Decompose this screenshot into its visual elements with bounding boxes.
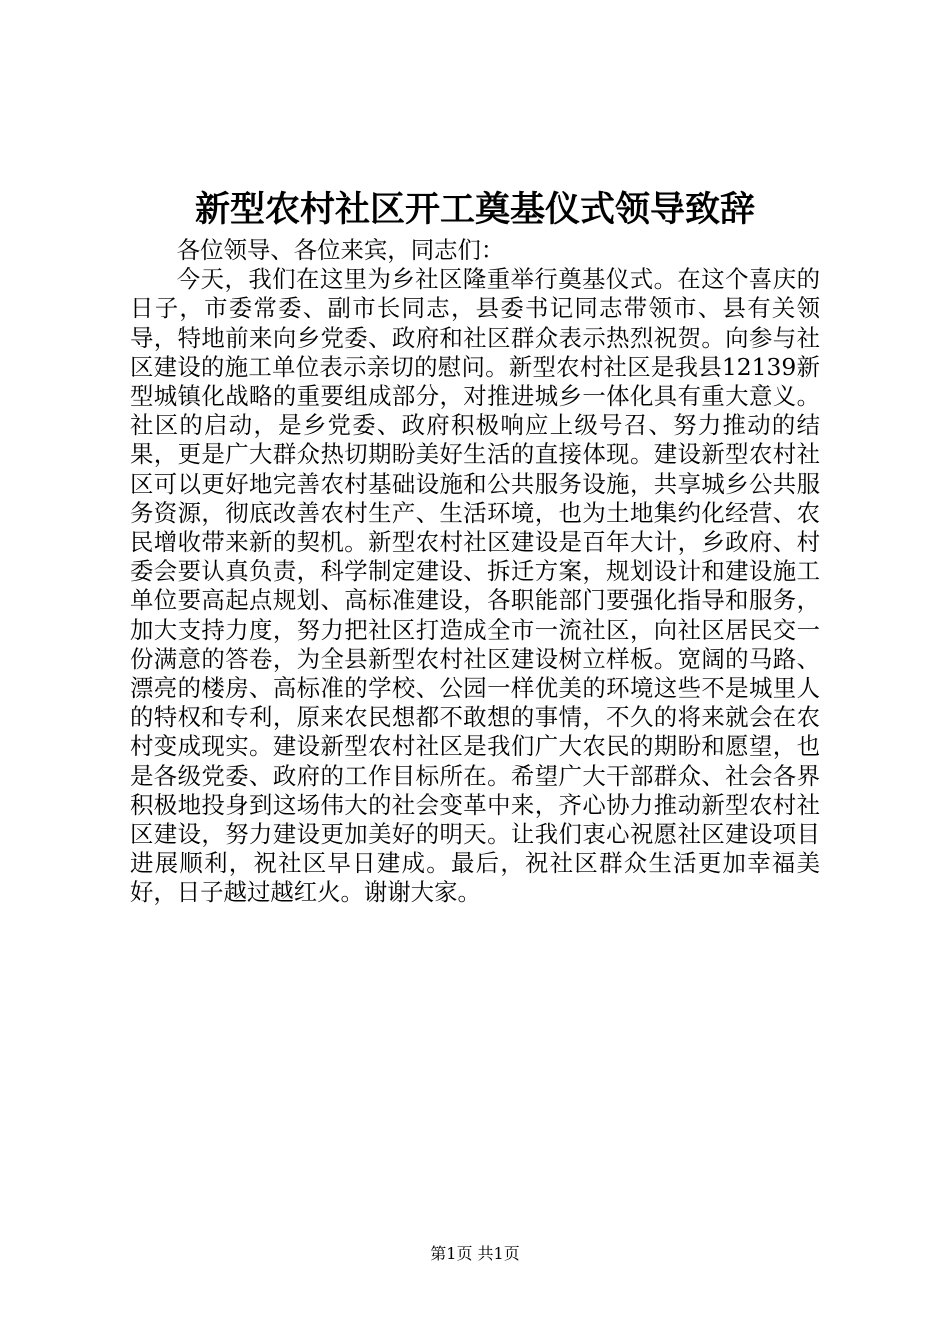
page-footer: 第1页 共1页 <box>430 1244 520 1263</box>
speech-paragraph: 今天，我们在这里为乡社区隆重举行奠基仪式。在这个喜庆的日子，市委常委、副市长同志，县委书记同志带领市、县有关领导，特地前来向乡党委、政府和社区群众表示热烈祝贺。向参与社区建设的施工单位表示亲切的慰问。新型农村社区是我县12139新型城镇化战略的重要组成部分，对推进城乡一体化具有重大意义。社区的启动，是乡党委、政府积极响应上级号召、努力推动的结果，更是广大群众热切期盼美好生活的直接体现。建设新型农村社区可以更好地完善农村基础设施和公共服务设施，共享城乡公共服务资源，彻底改善农村生产、生活环境，也为土地集约化经营、农民增收带来新的契机。新型农村社区建设是百年大计，乡政府、村委会要认真负责，科学制定建设、拆迁方案，规划设计和建设施工单位要高起点规划、高标准建设，各职能部门要强化指导和服务，加大支持力度，努力把社区打造成全市一流社区，向社区居民交一份满意的答卷，为全县新型农村社区建设树立样板。宽阔的马路、漂亮的楼房、高标准的学校、公园一样优美的环境这些不是城里人的特权和专利，原来农民想都不敢想的事情，不久的将来就会在农村变成现实。建设新型农村社区是我们广大农民的期盼和愿望，也是各级党委、政府的工作目标所在。希望广大干部群众、社会各界积极地投身到这场伟大的社会变革中来，齐心协力推动新型农村社区建设，努力建设更加美好的明天。让我们衷心祝愿社区建设项目进展顺利，祝社区早日建成。最后，祝社区群众生活更加幸福美好，日子越过越红火。谢谢大家。 <box>130 265 820 907</box>
salutation-paragraph: 各位领导、各位来宾，同志们： <box>176 236 505 264</box>
document-body <box>130 236 820 908</box>
document-title: 新型农村社区开工奠基仪式领导致辞 <box>194 189 755 230</box>
